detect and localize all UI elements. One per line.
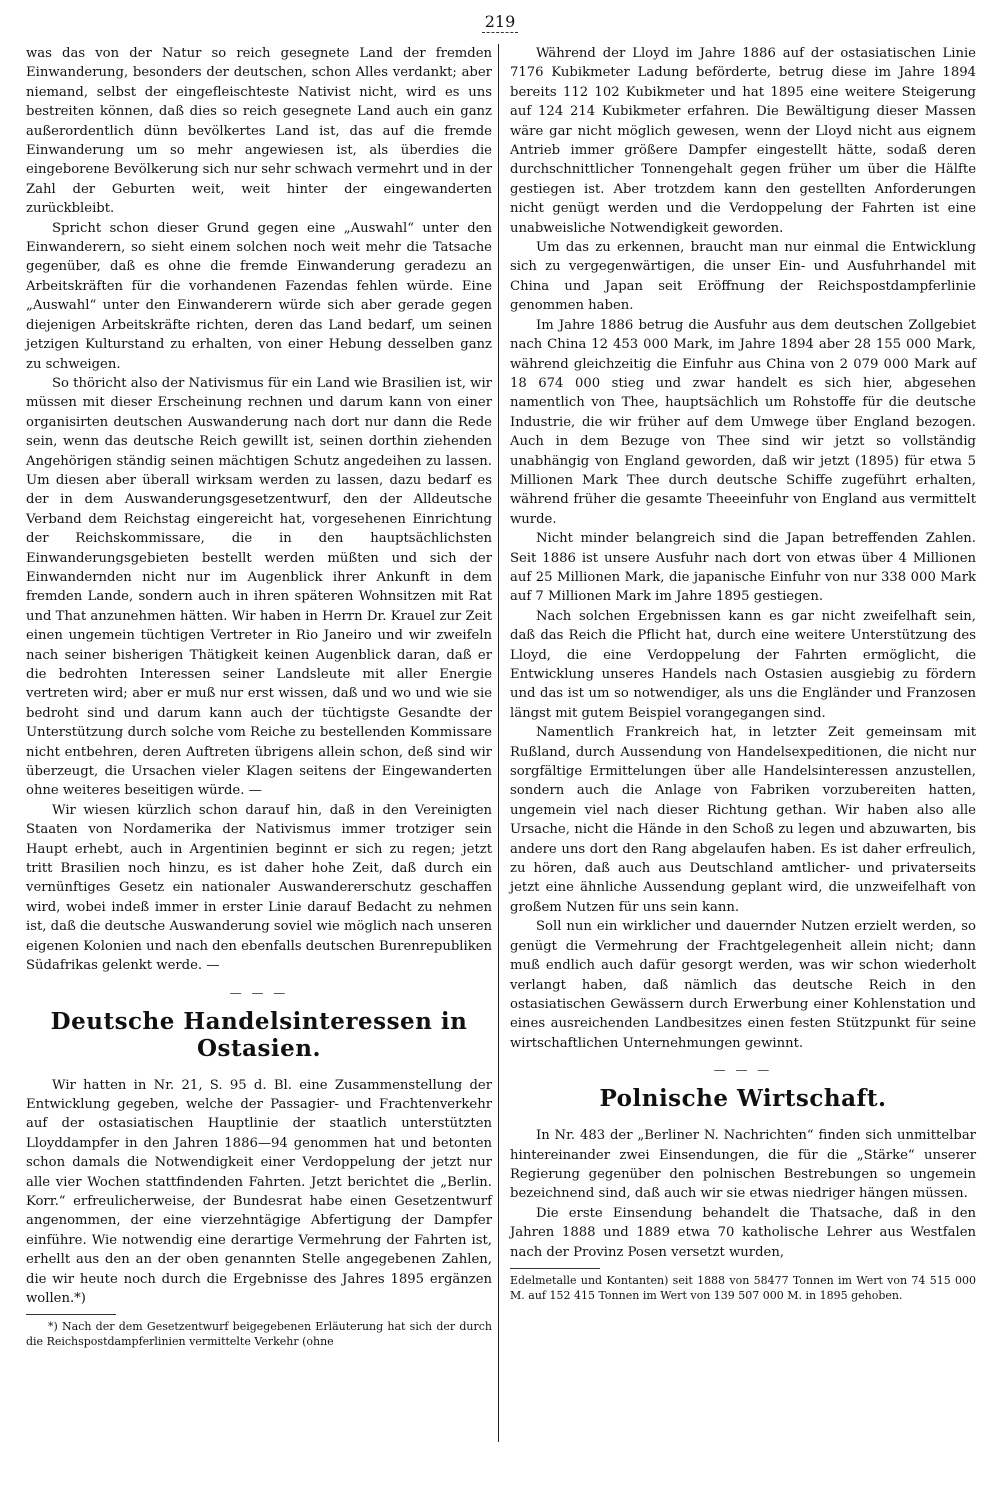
article-paragraph: Im Jahre 1886 betrug die Ausfuhr aus dem deutschen Zollgebiet nach China 12 453 000 Mark, im Jahre 1894 aber 28 155 000 Mark, während gleichzeitig die Einfuhr aus China von 2 079 000 Mark auf 18 674 000 stieg und zwar handelt es sich hier, abgesehen namentlich von Thee, hauptsächlich um Rohstoffe für die deutsche Industrie, die wir früher auf dem Umwege über England bezogen. Auch in dem Bezuge von Thee sind wir jetzt so vollständig unabhängig von England geworden, daß wir jetzt (1895) für etwa 5 Millionen Mark Thee durch deutsche Schiffe zugeführt erhalten, während früher die gesamte Theeeinfuhr von England aus vermittelt wurde.: [510, 317, 976, 527]
article-paragraph: Wir hatten in Nr. 21, S. 95 d. Bl. eine Zusammenstellung der Entwicklung gegeben, welche der Passagier- und Frachtenverkehr auf der ostasiatischen Hauptlinie der staatlich unterstützten Lloyddampfer in den Jahren 1886—94 genommen hat und betonten schon damals die Notwendigkeit einer Verdoppelung der jetzt nur alle vier Wochen stattfindenden Fahrten. Jetzt berichtet die „Berlin. Korr.“ erfreulicherweise, der Bundesrat habe einen Gesetzentwurf angenommen, der eine vierzehntägige Abfertigung der Dampfer einführe. Wie notwendig eine derartige Vermehrung der Fahrten ist, erhellt aus den an der oben genannten Stelle angegebenen Zahlen, die wir heute noch durch die Ergebnisse des Jahres 1895 ergänzen wollen.*): [26, 1077, 492, 1306]
section-heading: Polnische Wirtschaft.: [599, 1085, 887, 1113]
footnote: *) Nach der dem Gesetzentwurf beigegebenen Erläuterung hat sich der durch die Reichspostdampferlinien vermittelte Verkehr (ohne: [26, 1320, 492, 1349]
article-paragraph: Nicht minder belangreich sind die Japan betreffenden Zahlen. Seit 1886 ist unsere Ausfuhr nach dort von etwas über 4 Millionen auf 25 Millionen Mark, die japanische Einfuhr von nur 338 000 Mark auf 7 Millionen Mark im Jahre 1895 gestiegen.: [510, 531, 976, 605]
footnote-rule: [26, 1314, 116, 1315]
column-divider: [498, 44, 499, 1442]
article-paragraph: Wir wiesen kürzlich schon darauf hin, daß in den Vereinigten Staaten von Nordamerika der Nativismus immer trotziger sein Haupt erhebt, auch in Argentinien beginnt er sich zu regen; jetzt tritt Brasilien noch hinzu, es ist daher hohe Zeit, daß durch ein vernünftiges Gesetz ein nationaler Auswandererschutz geschaffen wird, wobei indeß immer in erster Linie darauf Bedacht zu nehmen ist, daß die deutsche Auswanderung soviel wie möglich nach unseren eigenen Kolonien und nach den ebenfalls deutschen Burenrepubliken Südafrikas gelenkt werde. —: [26, 802, 492, 974]
page-number: 219: [484, 12, 516, 31]
page-number-rule: [482, 32, 518, 33]
left-column: [26, 44, 492, 1349]
article-paragraph: Um das zu erkennen, braucht man nur einmal die Entwicklung sich zu vergegenwärtigen, die unser Ein- und Ausfuhrhandel mit China und Japan seit Eröffnung der Reichspostdampferlinie genommen haben.: [510, 240, 976, 314]
article-paragraph: was das von der Natur so reich gesegnete Land der fremden Einwanderung, besonders der deutschen, schon Alles verdankt; aber niemand, selbst der eingefleischteste Nativist nicht, wird es uns bestreiten können, daß dies so reich gesegnete Land auch ein ganz außerordentlich dünn bevölkertes Land ist, das auf die fremde Einwanderung um so mehr angewiesen ist, als überdies die eingeborene Bevölkerung sich nur sehr schwach vermehrt und in der Zahl der Geburten weit, weit hinter der eingewanderten zurückbleibt.: [26, 46, 492, 217]
section-separator: — — —: [713, 1063, 773, 1078]
article-paragraph: Soll nun ein wirklicher und dauernder Nutzen erzielt werden, so genügt die Vermehrung der Frachtgelegenheit allein nicht; dann muß endlich auch dafür gesorgt werden, was wir schon wiederholt verlangt haben, daß nämlich das deutsche Reich in den ostasiatischen Gewässern durch Erwerbung einer Kohlenstation und eines ausreichenden Landbesitzes einen festen Stützpunkt für seine wirtschaftlichen Unternehmungen gewinnt.: [510, 919, 976, 1051]
footnote-rule: [510, 1268, 600, 1269]
article-paragraph: Namentlich Frankreich hat, in letzter Zeit gemeinsam mit Rußland, durch Aussendung von Handelsexpeditionen, die nicht nur sorgfältige Ermittelungen über alle Handelsinteressen anzustellen, sondern auch die Anlage von Fabriken vorzubereiten hatten, ungemein viel nach dieser Richtung gethan. Wir haben also alle Ursache, nicht die Hände in den Schoß zu legen und abzuwarten, bis andere uns dort den Rang abgelaufen haben. Es ist daher erfreulich, zu hören, daß auch aus Deutschland amtlicher- und privaterseits jetzt eine ähnliche Aussendung geplant wird, die unzweifelhaft von großem Nutzen für uns sein kann.: [510, 725, 976, 915]
footnote-continuation: Edelmetalle und Kontanten) seit 1888 von 58477 Tonnen im Wert von 74 515 000 M. auf 152 415 Tonnen im Wert von 139 507 000 M. in 1895 gehoben.: [510, 1273, 976, 1302]
article-paragraph: Spricht schon dieser Grund gegen eine „Auswahl“ unter den Einwanderern, so sieht einem solchen noch weit mehr die Tatsache gegenüber, daß es ohne die fremde Einwanderung geradezu an Arbeitskräften für die vorhandenen Fazendas fehlen würde. Eine „Auswahl“ unter den Einwanderern würde sich aber gerade gegen diejenigen Arbeitskräfte richten, deren das Land bedarf, um seinen jetzigen Kulturstand zu erhalten, von einer Hebung desselben ganz zu schweigen.: [26, 220, 492, 372]
article-paragraph: Die erste Einsendung behandelt die Thatsache, daß in den Jahren 1888 und 1889 etwa 70 katholische Lehrer aus Westfalen nach der Provinz Posen versetzt wurden,: [510, 1205, 976, 1260]
article-paragraph: So thöricht also der Nativismus für ein Land wie Brasilien ist, wir müssen mit dieser Erscheinung rechnen und darum kann von einer organisirten deutschen Auswanderung nach dort nur dann die Rede sein, wenn das deutsche Reich gewillt ist, seinen dorthin ziehenden Angehörigen ständig seinen mächtigen Schutz angedeihen zu lassen. Um diesen aber überall wirksam werden zu lassen, dazu bedarf es der in dem Auswanderungsgesetzentwurf, den der Alldeutsche Verband dem Reichstag eingereicht hat, vorgesehenen Einrichtung der Reichskommissare, die in den hauptsächlichsten Einwanderungsgebieten bestellt werden müßten und sich der Einwandernden nicht nur im Augenblick ihrer Ankunft in dem fremden Lande, sondern auch in ihren späteren Wohnsitzen mit Rat und That anzunehmen hätten. Wir haben in Herrn Dr. Krauel zur Zeit einen ungemein tüchtigen Vertreter in Rio Janeiro und wir zweifeln nach seiner bisherigen Thätigkeit keinen Augenblick daran, daß er die bedrohten Interessen seiner Landsleute mit aller Energie vertreten wird; aber er muß nur erst wissen, daß und wo und wie sie bedroht sind und darum kann auch der tüchtigste Gesandte der Unterstützung durch solche vom Reiche zu bestellenden Kommissare nicht entbehren, deren Auftreten übrigens allein schon, deß sind wir überzeugt, die Ursachen vieler Klagen seitens der Eingewanderten ohne weiteres beseitigen würde. —: [26, 375, 492, 799]
section-heading: Deutsche Handelsinteressen in Ostasien.: [50, 1007, 468, 1062]
article-paragraph: Während der Lloyd im Jahre 1886 auf der ostasiatischen Linie 7176 Kubikmeter Ladung beförderte, betrug diese im Jahre 1894 bereits 112 102 Kubikmeter und hat 1895 eine weitere Steigerung auf 124 214 Kubikmeter erfahren. Die Bewältigung dieser Massen wäre gar nicht möglich gewesen, wenn der Lloyd nicht aus eignem Antrieb immer größere Dampfer eingestellt hätte, sodaß deren durchschnittlicher Tonnengehalt gegen früher um über die Hälfte gestiegen ist. Aber trotzdem kann den gestellten Anforderungen nicht genügt werden und die Verdoppelung der Fahrten ist eine unabweisliche Notwendigkeit geworden.: [510, 46, 976, 236]
article-paragraph: Nach solchen Ergebnissen kann es gar nicht zweifelhaft sein, daß das Reich die Pflicht hat, durch eine weitere Unterstützung des Lloyd, die eine Verdoppelung der Fahrten ermöglicht, die Entwicklung unseres Handels nach Ostasien ausgiebig zu fördern und das ist um so notwendiger, als uns die Engländer und Franzosen längst mit gutem Beispiel vorangegangen sind.: [510, 608, 976, 721]
article-paragraph: In Nr. 483 der „Berliner N. Nachrichten“ finden sich unmittelbar hintereinander zwei Einsendungen, die für die „Stärke“ unserer Regierung gegenüber den polnischen Bestrebungen so ungemein bezeichnend sind, daß auch wir sie etwas niedriger hängen müssen.: [510, 1128, 976, 1202]
right-column: [510, 44, 976, 1303]
section-separator: — — —: [229, 985, 289, 1000]
